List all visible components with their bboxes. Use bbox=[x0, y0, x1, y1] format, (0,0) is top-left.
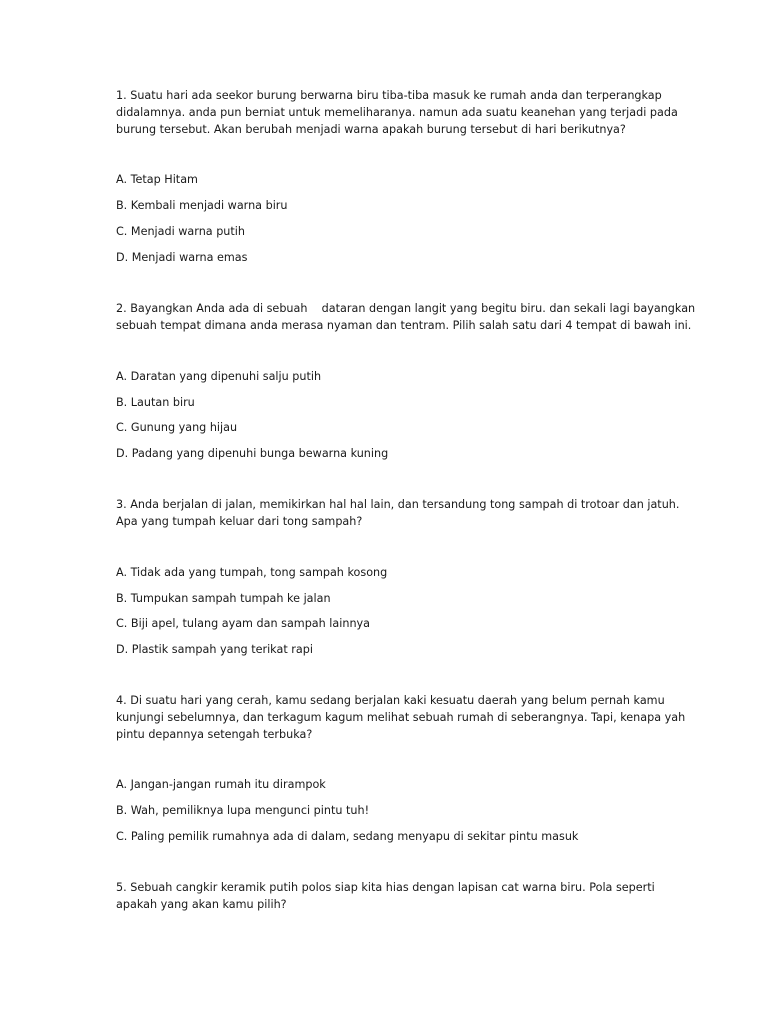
question-3-option-d: D. Plastik sampah yang terikat rapi bbox=[116, 643, 313, 656]
question-4-option-b: B. Wah, pemiliknya lupa mengunci pintu tuh! bbox=[116, 804, 370, 817]
question-1-option-a: A. Tetap Hitam bbox=[116, 173, 198, 186]
question-2-option-a: A. Daratan yang dipenuhi salju putih bbox=[116, 370, 322, 383]
question-2-option-d: D. Padang yang dipenuhi bunga bewarna kuning bbox=[116, 447, 389, 460]
question-2-option-c: C. Gunung yang hijau bbox=[116, 421, 238, 434]
question-4-option-a: A. Jangan-jangan rumah itu dirampok bbox=[116, 778, 326, 791]
question-3-option-b: B. Tumpukan sampah tumpah ke jalan bbox=[116, 592, 331, 605]
question-3-line-1: 3. Anda berjalan di jalan, memikirkan hal hal lain, dan tersandung tong sampah di trotoar dan jatuh. bbox=[116, 498, 680, 511]
question-4-line-2: kunjungi sebelumnya, dan terkagum kagum melihat sebuah rumah di seberangnya. Tapi, kenapa yah bbox=[116, 711, 686, 724]
question-1-option-d: D. Menjadi warna emas bbox=[116, 251, 248, 264]
question-3-option-c: C. Biji apel, tulang ayam dan sampah lainnya bbox=[116, 617, 371, 630]
question-2-line-1: 2. Bayangkan Anda ada di sebuah dataran dengan langit yang begitu biru. dan sekali lagi bayangkan bbox=[116, 302, 696, 315]
question-1-line-3: burung tersebut. Akan berubah menjadi warna apakah burung tersebut di hari berikutnya? bbox=[116, 123, 626, 136]
question-1-line-1: 1. Suatu hari ada seekor burung berwarna biru tiba-tiba masuk ke rumah anda dan terperangkap bbox=[116, 89, 662, 102]
question-2-line-2: sebuah tempat dimana anda merasa nyaman dan tentram. Pilih salah satu dari 4 tempat di bawah ini. bbox=[116, 319, 692, 332]
question-1-line-2: didalamnya. anda pun berniat untuk memeliharanya. namun ada suatu keanehan yang terjadi pada bbox=[116, 106, 678, 119]
question-4-line-3: pintu depannya setengah terbuka? bbox=[116, 728, 313, 741]
question-4-option-c: C. Paling pemilik rumahnya ada di dalam, sedang menyapu di sekitar pintu masuk bbox=[116, 830, 579, 843]
question-2-option-b: B. Lautan biru bbox=[116, 396, 195, 409]
question-1-option-b: B. Kembali menjadi warna biru bbox=[116, 199, 288, 212]
question-5-line-1: 5. Sebuah cangkir keramik putih polos siap kita hias dengan lapisan cat warna biru. Pola seperti bbox=[116, 881, 655, 894]
question-4-line-1: 4. Di suatu hari yang cerah, kamu sedang berjalan kaki kesuatu daerah yang belum pernah kamu bbox=[116, 694, 665, 707]
question-1-option-c: C. Menjadi warna putih bbox=[116, 225, 245, 238]
question-3-option-a: A. Tidak ada yang tumpah, tong sampah kosong bbox=[116, 566, 388, 579]
question-5-line-2: apakah yang akan kamu pilih? bbox=[116, 898, 287, 911]
question-3-line-2: Apa yang tumpah keluar dari tong sampah? bbox=[116, 515, 363, 528]
